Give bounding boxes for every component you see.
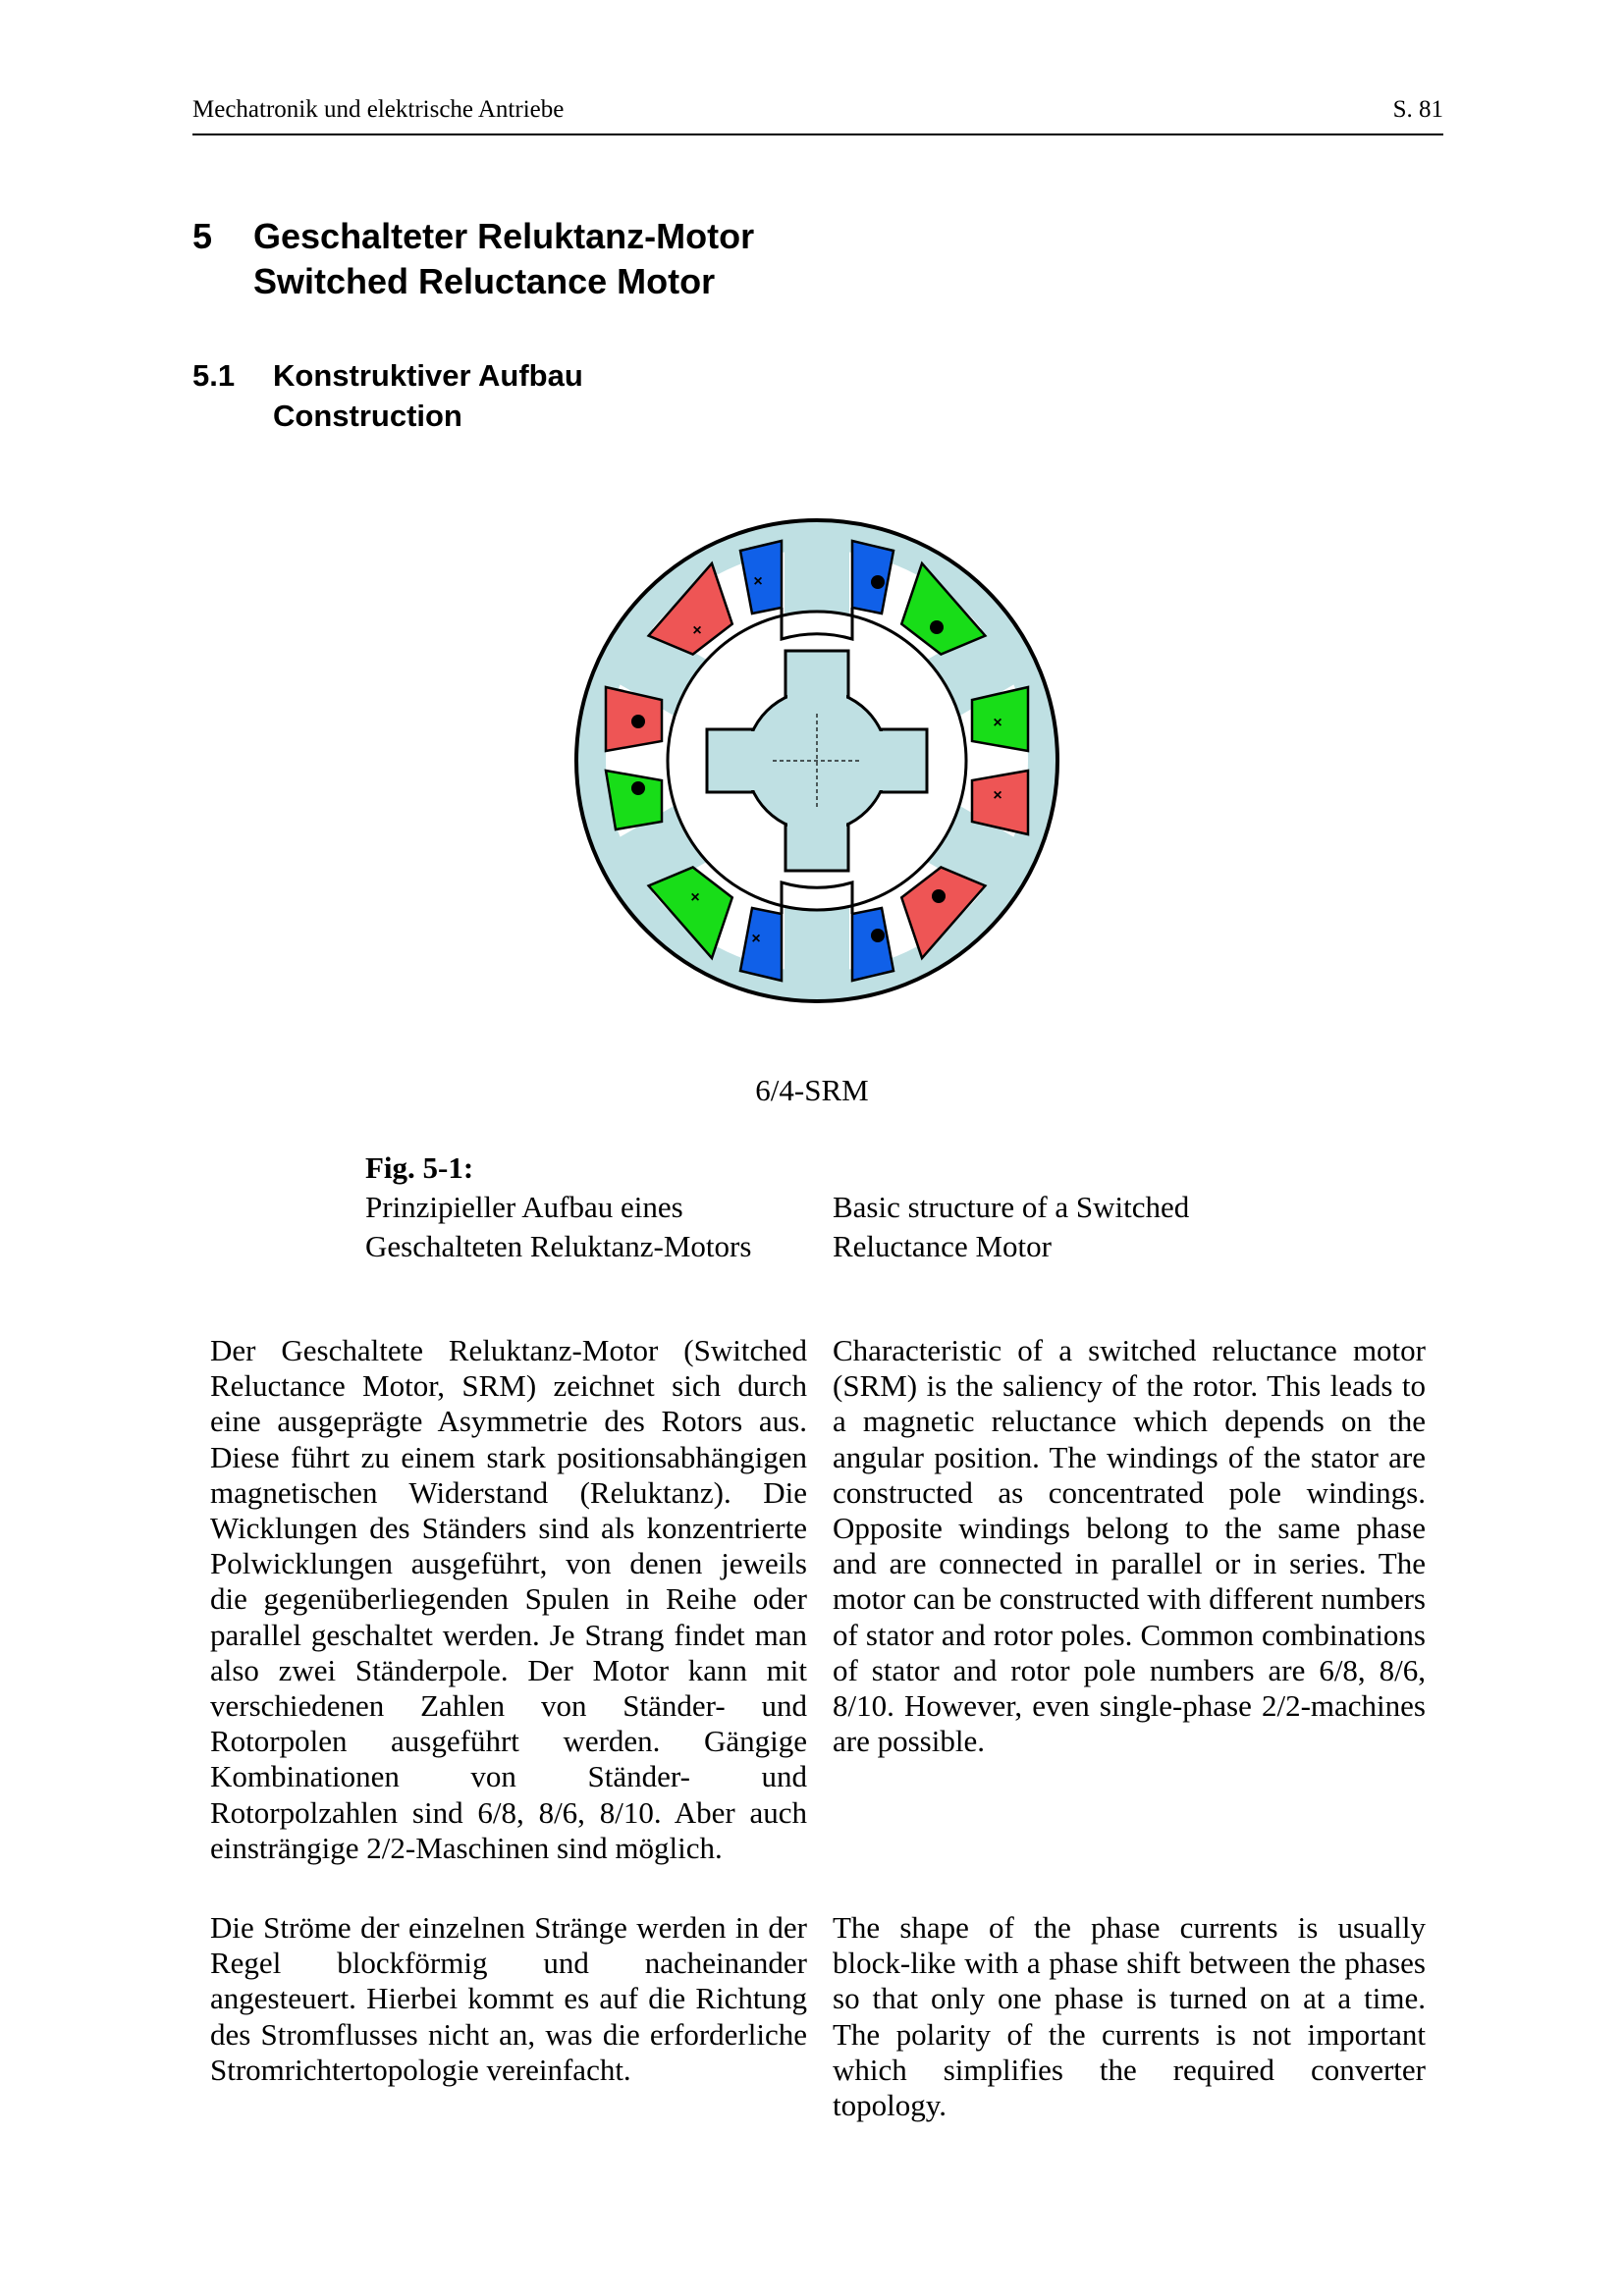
marker-x-6: × (751, 931, 761, 947)
chapter-title-de: Geschalteter Reluktanz-Motor (253, 216, 755, 256)
marker-dot-6 (871, 929, 885, 942)
marker-x-4: × (993, 787, 1002, 804)
coil-green-2 (606, 771, 662, 829)
marker-dot-1 (871, 575, 885, 589)
caption-de-line-2: Geschalteten Reluktanz-Motors (365, 1229, 752, 1263)
figure-number: Fig. 5-1: (365, 1150, 474, 1185)
marker-dot-2 (930, 620, 944, 634)
chapter-number: 5 (192, 216, 213, 256)
caption-de-line-1: Prinzipieller Aufbau eines (365, 1190, 683, 1224)
srm-figure (542, 486, 1092, 1036)
chapter-title-en: Switched Reluctance Motor (253, 261, 716, 301)
marker-x-1: × (753, 573, 763, 590)
marker-x-2: × (692, 622, 702, 639)
caption-en-line-2: Reluctance Motor (833, 1229, 1052, 1263)
section-title-en: Construction (273, 399, 462, 433)
section-number: 5.1 (192, 358, 236, 393)
header-title: Mechatronik und elektrische Antriebe (192, 96, 565, 123)
paragraph-1-en: Characteristic of a switched reluctance motor (SRM) is the saliency of the rotor. This leads to a magnetic reluctance which depends on the angular position. The windings of the stator are constructed as concentrated pole windings. Opposite windings belong to the same phase and are connected in parallel or in series. The motor can be constructed with different numbers of stator and rotor poles. Common combinations of stator and rotor pole numbers are 6/8, 8/6, 8/10. However, even single-phase 2/2-machines are possible. (833, 1333, 1426, 1759)
marker-dot-3 (631, 715, 645, 728)
caption-en-line-1: Basic structure of a Switched (833, 1190, 1190, 1224)
paragraph-2-de: Die Ströme der einzelnen Stränge werden in der Regel blockförmig und nacheinander angesteuert. Hierbei kommt es auf die Richtung des Stromflusses nicht an, was die erforderliche Stromrichtertopologie vereinfacht. (210, 1910, 807, 2087)
marker-dot-5 (932, 889, 946, 903)
section-title-de: Konstruktiver Aufbau (273, 358, 583, 393)
marker-x-3: × (993, 715, 1002, 731)
marker-dot-4 (631, 781, 645, 795)
paragraph-2-en: The shape of the phase currents is usually block-like with a phase shift between the phases so that only one phase is turned on at a time. The polarity of the currents is not important which simplifies the required converter topology. (833, 1910, 1426, 2123)
paragraph-1-de: Der Geschaltete Reluktanz-Motor (Switched Reluctance Motor, SRM) zeichnet sich durch eine ausgeprägte Asymmetrie des Rotors aus. Diese führt zu einem stark positionsabhängigen magnetischen Widerstand (Reluktanz). Die Wicklungen des Ständers sind als konzentrierte Polwicklungen ausgeführt, von denen jeweils die gegenüberliegenden Spulen in Reihe oder parallel geschaltet werden. Je Strang findet man also zwei Ständerpole. Der Motor kann mit verschiedenen Zahlen von Ständer- und Rotorpolen ausgeführt werden. Gängige Kombinationen von Ständer- und Rotorpolzahlen sind 6/8, 8/6, 8/10. Aber auch einsträngige 2/2-Maschinen sind möglich. (210, 1333, 807, 1865)
marker-x-5: × (690, 889, 700, 906)
page-header (192, 96, 1443, 135)
page-number: S. 81 (1392, 96, 1443, 123)
figure-label: 6/4-SRM (755, 1073, 869, 1107)
